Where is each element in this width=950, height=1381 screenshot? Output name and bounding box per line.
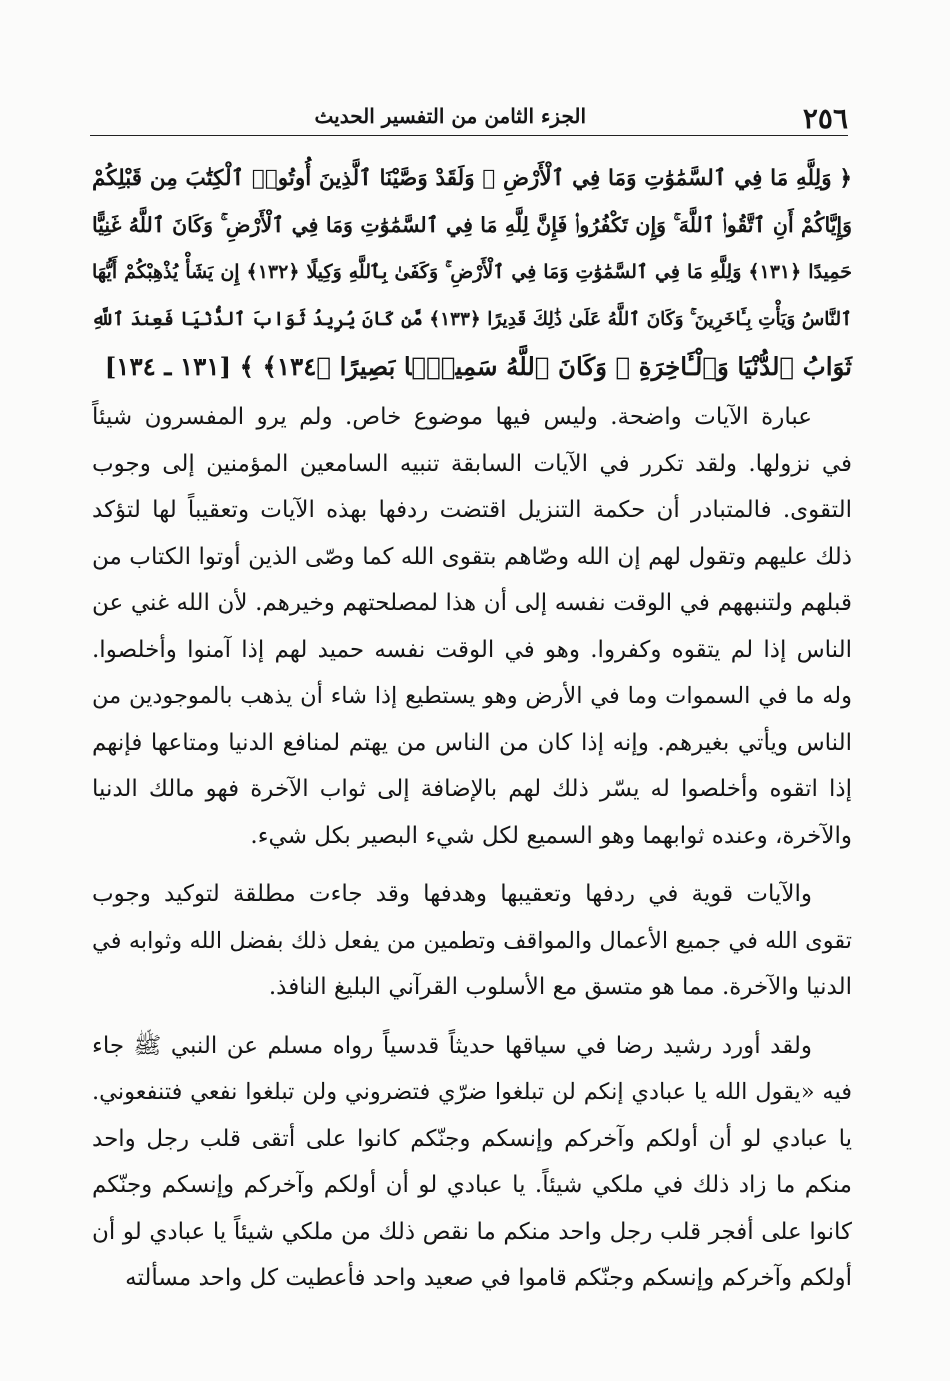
verse-line: ثَوَابُ ٱلدُّنْيَا وَٱلْـَٔاخِرَةِ ۚ وَكَانَ ٱللَّهُ سَمِيعًۢا بَصِيرًا ﴿١٣٤﴾ ﴾ [١٣١ ـ ١٣٤] [104,352,852,381]
verse-line: ٱلنَّاسُ وَيَأْتِ بِـَٔاخَرِينَ ۚ وَكَانَ ٱللَّهُ عَلَىٰ ذَٰلِكَ قَدِيرًا ﴿١٣٣﴾ مَّن كَانَ يُرِيدُ ثَوَابَ ٱلدُّنْيَا فَعِندَ ٱللَّهِ [91,309,852,330]
text-line: وله ما في السموات وما في الأرض وهو يستطيع إذا شاء أن يذهب بالموجودين من [92,683,852,709]
text-line: تقوى الله في جميع الأعمال والمواقف وتطمين من يفعل ذلك بفضل الله وثوابه في [92,927,852,954]
text-line: أولكم وآخركم وإنسكم وجنّكم قاموا في صعيد واحد فأعطيت كل واحد مسألته [125,1265,852,1291]
text-line: والآخرة، وعنده ثوابهما وهو السميع لكل شيء البصير بكل شيء. [250,822,852,849]
text-line: عبارة الآيات واضحة. وليس فيها موضوع خاص. ولم يرو المفسرون شيئاً [92,404,812,430]
verse-line: وَإِيَّاكُمْ أَنِ ٱتَّقُوا۟ ٱللَّهَ ۚ وَإِن تَكْفُرُوا۟ فَإِنَّ لِلَّهِ مَا فِي ٱلسَّمَٰوَٰتِ وَمَا فِي ٱلْأَرْضِ ۚ وَكَانَ ٱللَّهُ غَنِيًّا [92,213,852,237]
text-line: التقوى. فالمتبادر أن حكمة التنزيل اقتضت ردفها بهذه الآيات وتعقيباً لها لتؤكد [92,497,852,523]
verse-line: ﴿ وَلِلَّهِ مَا فِي ٱلسَّمَٰوَٰتِ وَمَا فِي ٱلْأَرْضِ ۗ وَلَقَدْ وَصَّيْنَا ٱلَّذِينَ أُوتُوا۟ ٱلْكِتَٰبَ مِن قَبْلِكُمْ [92,166,852,191]
page-header [90,98,848,134]
text-line: والآيات قوية في ردفها وتعقيبها وهدفها وقد جاءت مطلقة لتوكيد وجوب [92,881,812,907]
text-line: فيه «يقول الله يا عبادي إنكم لن تبلغوا ضرّي فتضروني ولن تبلغوا نفعي فتنفعوني. [92,1079,852,1105]
text-line: الدنيا والآخرة. مما هو متسق مع الأسلوب القرآني البليغ النافذ. [268,974,852,1000]
page-number: ٢٥٦ [802,102,848,135]
quran-verse-block [92,155,852,390]
text-line: ذلك عليهم وتقول لهم إن الله وصّاهم بتقوى الله كما وصّى الذين أوتوا الكتاب من [92,543,852,570]
running-title: الجزء الثامن من التفسير الحديث [314,104,586,128]
text-line: في نزولها. ولقد تكرر في الآيات السابقة تنبيه السامعين المؤمنين إلى وجوب [92,450,852,477]
verse-line: حَمِيدًا ﴿١٣١﴾ وَلِلَّهِ مَا فِي ٱلسَّمَٰوَٰتِ وَمَا فِي ٱلْأَرْضِ ۚ وَكَفَىٰ بِٱللَّهِ وَكِيلًا ﴿١٣٢﴾ إِن يَشَأْ يُذْهِبْكُمْ أَيُّهَا [92,261,852,283]
text-line: إذا اتقوه وأخلصوا له يسّر ذلك لهم بالإضافة إلى ثواب الآخرة فهو مالك الدنيا [92,776,852,802]
text-line: يا عبادي لو أن أولكم وآخركم وإنسكم وجنّكم كانوا على أتقى قلب رجل واحد [92,1125,852,1152]
text-line: منكم ما زاد ذلك في ملكي شيئاً. يا عبادي لو أن أولكم وآخركم وإنسكم وجنّكم [92,1172,852,1198]
text-line: كانوا على أفجر قلب رجل واحد منكم ما نقص ذلك من ملكي شيئاً يا عبادي لو أن [92,1218,852,1245]
paragraph [92,871,852,1011]
paragraph [92,394,852,859]
text-line: ولقد أورد رشيد رضا في سياقها حديثاً قدسياً رواه مسلم عن النبي ﷺ جاء [92,1032,812,1059]
commentary-body [92,394,852,1314]
text-line: قبلهم ولتنبههم في الوقت نفسه إلى أن هذا لمصلحتهم وخيرهم. لأن الله غني عن [92,590,852,616]
text-line: الناس إذا لم يتقوه وكفروا. وهو في الوقت نفسه حميد لهم إذا آمنوا وأخلصوا. [92,636,852,663]
text-line: الناس ويأتي بغيرهم. وإنه إذا كان من الناس من يهتم لمنافع الدنيا ومتاعها فإنهم [92,729,853,756]
paragraph [92,1023,852,1302]
header-rule [90,135,848,136]
